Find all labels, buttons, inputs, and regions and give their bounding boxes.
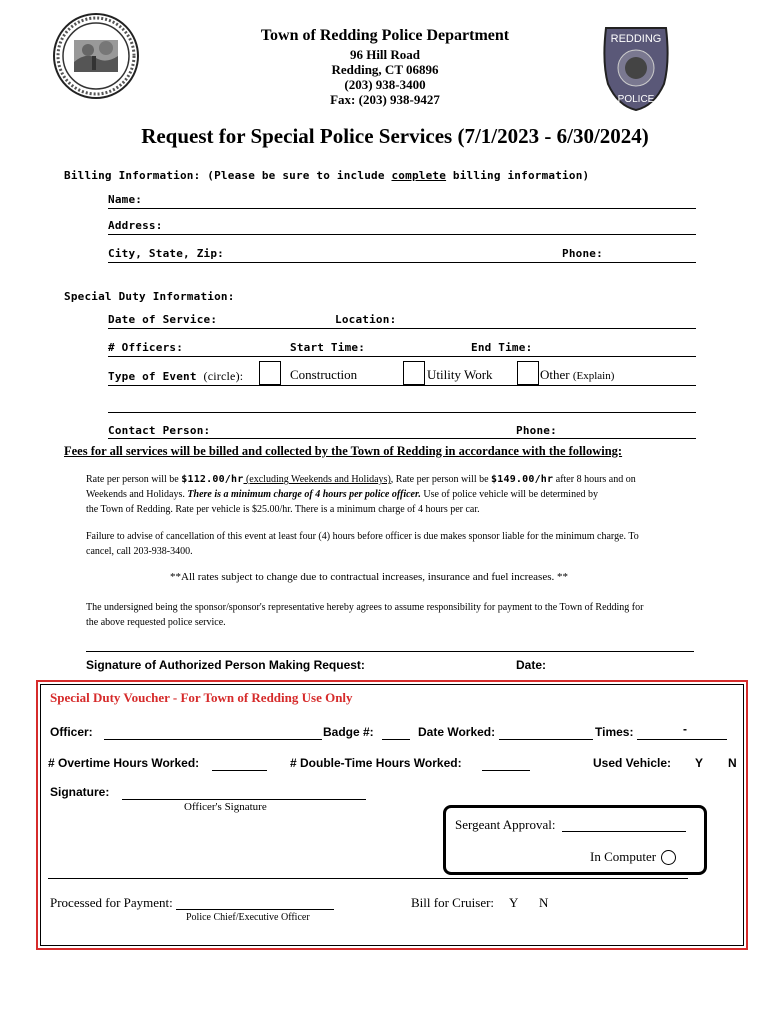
- times-dash: -: [683, 722, 687, 736]
- date-worked-field[interactable]: [499, 739, 593, 740]
- sergeant-approval-field[interactable]: [562, 831, 686, 832]
- processed-field[interactable]: [176, 909, 334, 910]
- contact-person-label: Contact Person:: [108, 424, 211, 437]
- officer-signature-caption: Officer's Signature: [184, 801, 267, 813]
- cruiser-no-option[interactable]: N: [539, 895, 549, 910]
- cruiser-yes-option[interactable]: Y: [509, 895, 519, 910]
- voucher-divider: [48, 878, 688, 879]
- city-field[interactable]: [108, 262, 696, 263]
- voucher-signature-label: Signature:: [50, 785, 110, 799]
- fees-heading: Fees for all services will be billed and collected by the Town of Redding in accordance with the following:: [64, 444, 623, 458]
- bill-cruiser-label: Bill for Cruiser:: [411, 895, 495, 910]
- fees-paragraph-cancellation: Failure to advise of cancellation of this event at least four (4) hours before officer is due makes sponsor liable for the minimum charge. To cancel, call 203-938-3400.: [86, 531, 639, 557]
- other-checkbox[interactable]: [517, 361, 539, 385]
- explain-field[interactable]: [108, 412, 696, 413]
- contact-field[interactable]: [108, 438, 696, 439]
- address-label: Address:: [108, 219, 163, 232]
- signature-label: Signature of Authorized Person Making Request:: [86, 658, 365, 672]
- utility-work-label: Utility Work: [427, 367, 493, 382]
- rates-note: **All rates subject to change due to contractual increases, insurance and fuel increases. **: [170, 571, 568, 583]
- fax-line: Fax: (203) 938-9427: [330, 92, 440, 107]
- chief-caption: Police Chief/Executive Officer: [186, 912, 310, 923]
- date-worked-label: Date Worked:: [418, 725, 496, 739]
- used-vehicle-label: Used Vehicle:: [593, 756, 672, 770]
- times-label: Times:: [595, 725, 634, 739]
- overtime-label: # Overtime Hours Worked:: [48, 756, 200, 770]
- doubletime-field[interactable]: [482, 770, 530, 771]
- phone-line: (203) 938-3400: [344, 77, 426, 92]
- address-line-2: Redding, CT 06896: [331, 62, 439, 77]
- badge-field[interactable]: [382, 739, 410, 740]
- location-label: Location:: [335, 313, 397, 326]
- badge-top-text: REDDING: [610, 33, 662, 45]
- page-title: Request for Special Police Services (7/1/2023 - 6/30/2024): [141, 124, 649, 148]
- signature-field[interactable]: [86, 651, 694, 652]
- in-computer-radio[interactable]: [661, 850, 676, 865]
- name-label: Name:: [108, 193, 143, 206]
- officers-times-field[interactable]: [108, 356, 696, 357]
- officer-field[interactable]: [104, 739, 322, 740]
- processed-label: Processed for Payment:: [50, 895, 173, 910]
- date-of-service-label: Date of Service:: [108, 313, 218, 326]
- billing-heading: Billing Information: (Please be sure to include complete billing information): [64, 169, 590, 182]
- town-seal-logo: [52, 12, 140, 100]
- construction-label: Construction: [290, 367, 358, 382]
- end-time-label: End Time:: [471, 341, 533, 354]
- address-field[interactable]: [108, 234, 696, 235]
- billing-phone-label: Phone:: [562, 247, 603, 260]
- construction-checkbox[interactable]: [259, 361, 281, 385]
- doubletime-label: # Double-Time Hours Worked:: [290, 756, 462, 770]
- badge-label: Badge #:: [323, 725, 374, 739]
- officers-label: # Officers:: [108, 341, 184, 354]
- times-field[interactable]: [637, 739, 727, 740]
- badge-bottom-text: POLICE: [617, 94, 655, 105]
- vehicle-no-option[interactable]: N: [728, 756, 737, 770]
- overtime-field[interactable]: [212, 770, 267, 771]
- name-field[interactable]: [108, 208, 696, 209]
- fees-paragraph-agreement: The undersigned being the sponsor/sponsor's representative hereby agrees to assume responsibility for payment to the Town of Redding for the above requested police service.: [86, 602, 644, 628]
- city-state-zip-label: City, State, Zip:: [108, 247, 224, 260]
- in-computer-label: In Computer: [590, 849, 657, 864]
- date-label: Date:: [516, 658, 547, 672]
- other-label: Other (Explain): [540, 367, 615, 382]
- utility-work-checkbox[interactable]: [403, 361, 425, 385]
- vehicle-yes-option[interactable]: Y: [695, 756, 704, 770]
- voucher-title: Special Duty Voucher - For Town of Redding Use Only: [50, 690, 353, 705]
- address-line-1: 96 Hill Road: [349, 47, 421, 62]
- officer-signature-field[interactable]: [122, 799, 366, 800]
- contact-phone-label: Phone:: [516, 424, 557, 437]
- sergeant-approval-label: Sergeant Approval:: [455, 817, 556, 832]
- date-location-field[interactable]: [108, 328, 696, 329]
- officer-label: Officer:: [50, 725, 93, 739]
- fees-paragraph-rates: Rate per person will be $112.00/hr (excluding Weekends and Holidays), Rate per person will be $149.00/hr after 8 hours and on Weekends and Holidays. There is a minimum charge of 4 hours per police officer. Use of police vehicle will be determined by the Town of Redding. Rate per vehicle is $25.00/hr. There is a minimum charge of 4 hours per car.: [86, 474, 636, 515]
- duty-heading: Special Duty Information:: [64, 290, 235, 303]
- department-name: Town of Redding Police Department: [260, 27, 510, 44]
- start-time-label: Start Time:: [290, 341, 366, 354]
- type-of-event-label: Type of Event (circle):: [108, 369, 244, 383]
- event-type-field[interactable]: [108, 385, 696, 386]
- police-badge-logo: [600, 22, 672, 114]
